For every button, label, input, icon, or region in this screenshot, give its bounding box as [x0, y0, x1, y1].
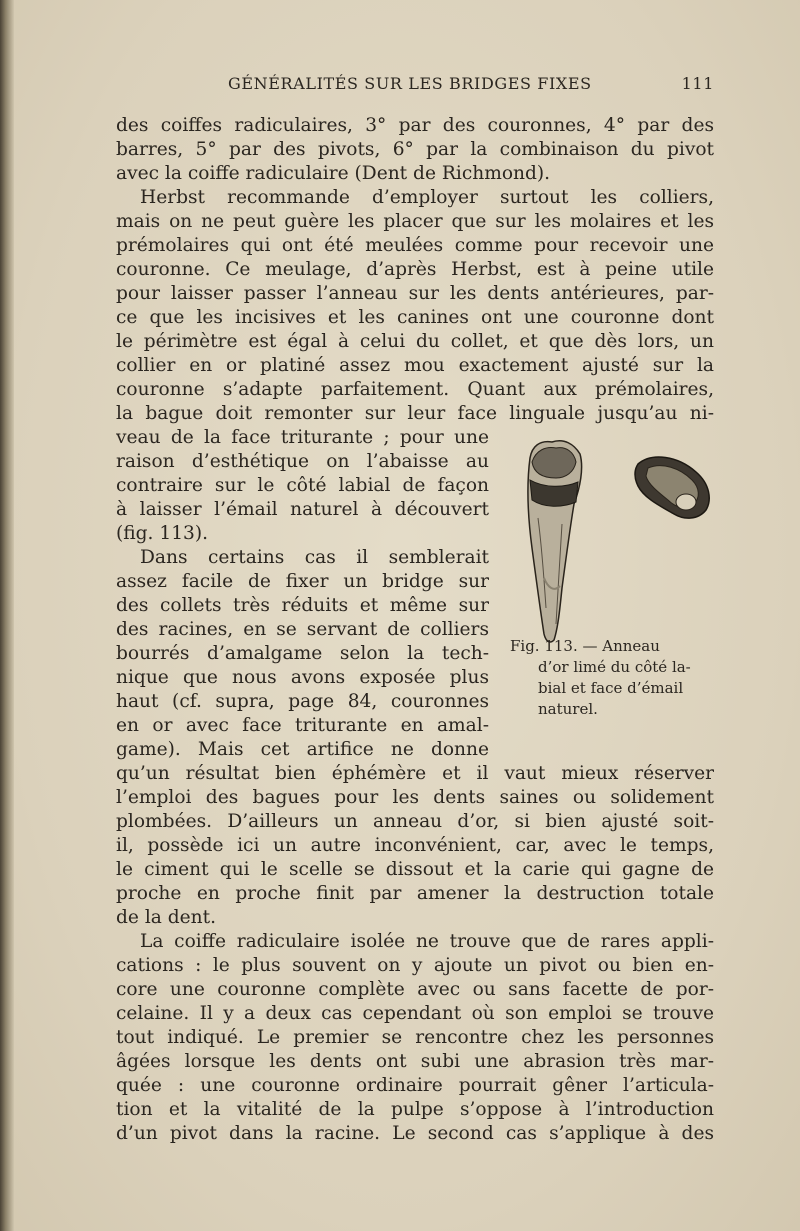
text-line: Dans certains cas il semblerait [140, 547, 489, 568]
text-line: cations : le plus souvent on y ajoute un pivot ou bien en- [116, 955, 714, 976]
tooth-side-view [528, 441, 582, 642]
text-line: collier en or platiné assez mou exactement ajusté sur la [116, 355, 714, 376]
caption-line: Fig. 113. — Anneau [510, 637, 660, 655]
text-line: couronne s’adapte parfaitement. Quant aux prémolaires, [116, 379, 714, 400]
text-line: d’un pivot dans la racine. Le second cas s’applique à des [116, 1123, 714, 1144]
running-title: GÉNÉRALITÉS SUR LES BRIDGES FIXES [228, 74, 592, 93]
text-line: avec la coiffe radiculaire (Dent de Richmond). [116, 163, 551, 184]
text-line: quée : une couronne ordinaire pourrait gêner l’articula- [116, 1075, 714, 1096]
book-spine-edge [0, 0, 14, 1231]
text-line: assez facile de fixer un bridge sur [116, 571, 489, 592]
text-line: barres, 5° par des pivots, 6° par la combinaison du pivot [116, 139, 714, 160]
text-line: de la dent. [116, 907, 217, 928]
running-header [228, 74, 714, 100]
caption-line: bial et face d’émail [538, 679, 684, 697]
text-line: tout indiqué. Le premier se rencontre chez les personnes [116, 1027, 714, 1048]
text-line: raison d’esthétique on l’abaisse au [116, 451, 489, 472]
figure-113 [518, 428, 718, 648]
text-line: à laisser l’émail naturel à découvert [116, 499, 489, 520]
text-line: tion et la vitalité de la pulpe s’oppose à l’introduction [116, 1099, 714, 1120]
text-line: en or avec face triturante en amal- [116, 715, 489, 736]
caption-line: naturel. [538, 700, 598, 718]
text-line: mais on ne peut guère les placer que sur les molaires et les [116, 211, 714, 232]
text-line: nique que nous avons exposée plus [116, 667, 489, 688]
text-line: il, possède ici un autre inconvénient, car, avec le temps, [116, 835, 714, 856]
text-line: contraire sur le côté labial de façon [116, 475, 489, 496]
text-line: des coiffes radiculaires, 3° par des couronnes, 4° par des [116, 115, 714, 136]
text-line: (fig. 113). [116, 523, 209, 544]
text-line: le ciment qui le scelle se dissout et la carie qui gagne de [116, 859, 714, 880]
text-line: l’emploi des bagues pour les dents saines ou solidement [116, 787, 714, 808]
text-line: la bague doit remonter sur leur face linguale jusqu’au ni- [116, 403, 714, 424]
caption-line: d’or limé du côté la- [538, 658, 691, 676]
text-line: haut (cf. supra, page 84, couronnes [116, 691, 489, 712]
text-line: veau de la face triturante ; pour une [116, 427, 489, 448]
tooth-illustration [518, 428, 718, 648]
text-line: game). Mais cet artifice ne donne [116, 739, 489, 760]
text-line: des collets très réduits et même sur [116, 595, 489, 616]
text-line: des racines, en se servant de colliers [116, 619, 489, 640]
text-line: pour laisser passer l’anneau sur les dents antérieures, par- [116, 283, 714, 304]
figure-caption [510, 636, 722, 720]
page-number: 111 [681, 74, 714, 93]
text-line: prémolaires qui ont été meulées comme pour recevoir une [116, 235, 714, 256]
text-line: le périmètre est égal à celui du collet, et que dès lors, un [116, 331, 714, 352]
text-line: core une couronne complète avec ou sans facette de por- [116, 979, 714, 1000]
text-line: plombées. D’ailleurs un anneau d’or, si bien ajusté soit- [116, 811, 714, 832]
text-line: couronne. Ce meulage, d’après Herbst, est à peine utile [116, 259, 714, 280]
text-line: ce que les incisives et les canines ont une couronne dont [116, 307, 714, 328]
text-line: bourrés d’amalgame selon la tech- [116, 643, 489, 664]
gold-ring-view [635, 457, 709, 518]
text-line: La coiffe radiculaire isolée ne trouve que de rares appli- [140, 931, 714, 952]
text-line: proche en proche finit par amener la destruction totale [116, 883, 714, 904]
text-line: qu’un résultat bien éphémère et il vaut mieux réserver [116, 763, 714, 784]
text-line: âgées lorsque les dents ont subi une abrasion très mar- [116, 1051, 714, 1072]
text-line: Herbst recommande d’employer surtout les colliers, [140, 187, 714, 208]
text-line: celaine. Il y a deux cas cependant où son emploi se trouve [116, 1003, 714, 1024]
